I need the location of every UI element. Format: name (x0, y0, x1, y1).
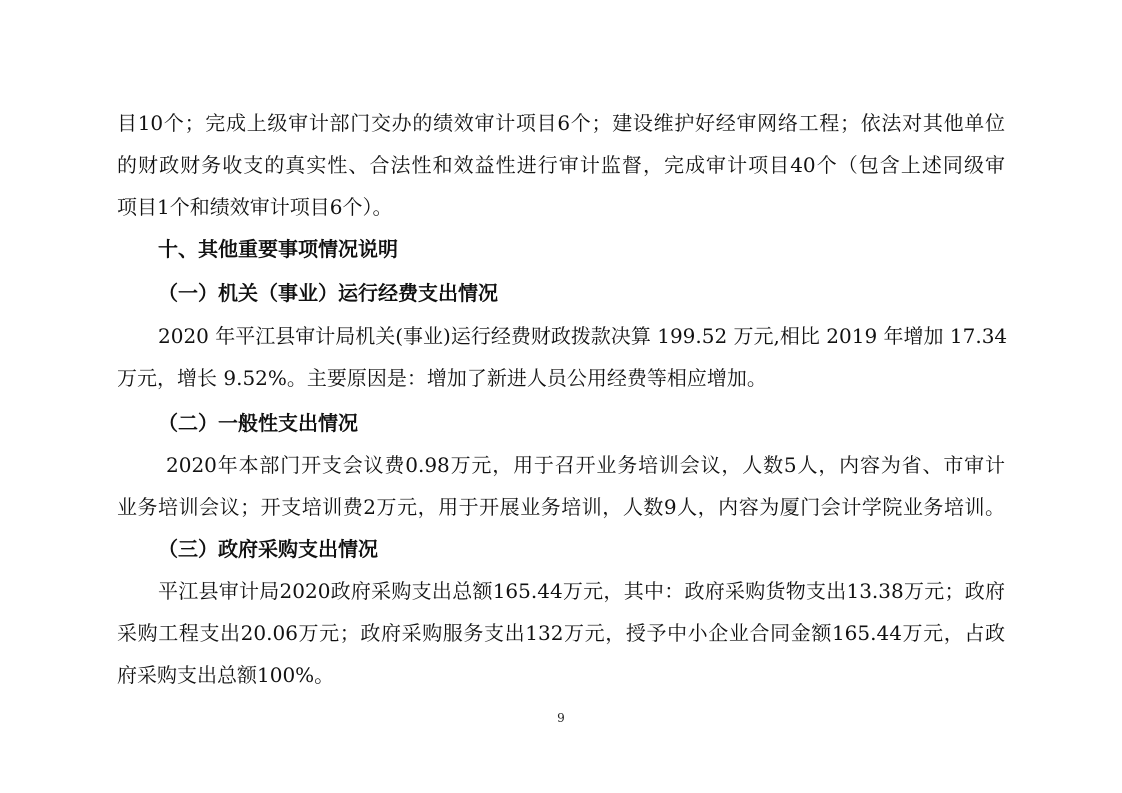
subsection-heading: （二）一般性支出情况 (158, 411, 358, 435)
paragraph-line: 业务培训会议；开支培训费2万元，用于开展业务培训，人数9人，内容为厦门会计学院业务培训。 (117, 495, 1005, 519)
paragraph-line: 平江县审计局2020政府采购支出总额165.44万元，其中：政府采购货物支出13.38万元；政府 (158, 579, 1005, 603)
paragraph-line: 万元，增长 9.52%。主要原因是：增加了新进人员公用经费等相应增加。 (117, 366, 767, 390)
paragraph-line: 目10个；完成上级审计部门交办的绩效审计项目6个；建设维护好经审网络工程；依法对其他单位 (117, 111, 1005, 135)
paragraph-line: 2020年本部门开支会议费0.98万元，用于召开业务培训会议，人数5人，内容为省、市审计 (166, 453, 1005, 477)
paragraph-line: 项目1个和绩效审计项目6个）。 (117, 195, 393, 219)
paragraph-line: 的财政财务收支的真实性、合法性和效益性进行审计监督，完成审计项目40个（包含上述同级审 (117, 153, 1005, 177)
paragraph-line: 2020 年平江县审计局机关(事业)运行经费财政拨款决算 199.52 万元,相比 2019 年增加 17.34 (158, 324, 1008, 348)
page-number: 9 (557, 711, 565, 725)
subsection-heading: （三）政府采购支出情况 (158, 537, 378, 561)
paragraph-line: 府采购支出总额100%。 (117, 663, 335, 687)
paragraph-line: 采购工程支出20.06万元；政府采购服务支出132万元，授予中小企业合同金额165.44万元，占政 (117, 621, 1005, 645)
subsection-heading: （一）机关（事业）运行经费支出情况 (158, 281, 498, 305)
section-heading: 十、其他重要事项情况说明 (158, 237, 398, 261)
